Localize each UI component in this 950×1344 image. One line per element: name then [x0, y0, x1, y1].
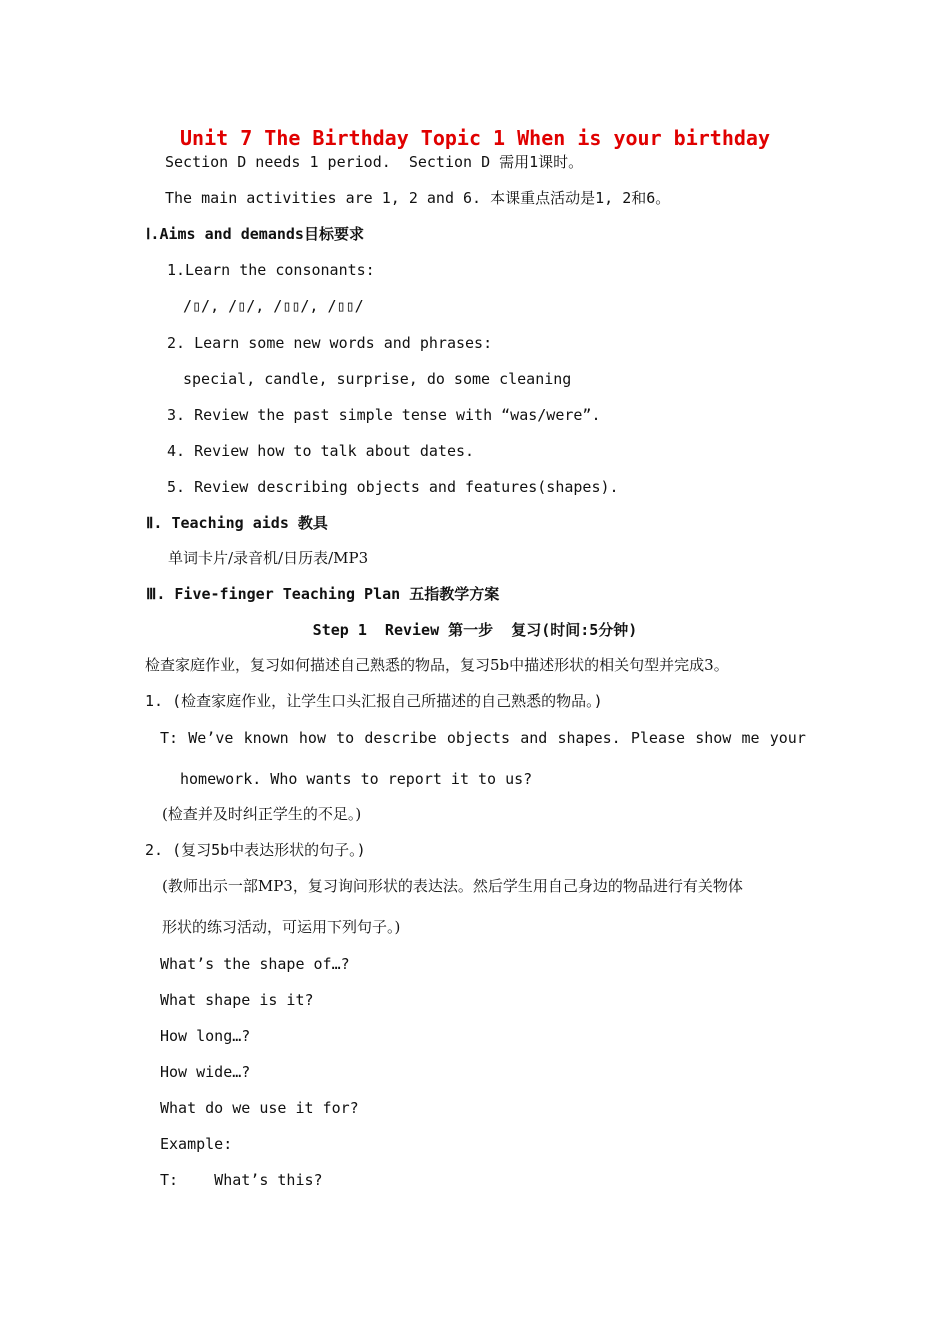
aims-item-1: 1.Learn the consonants:: [167, 261, 375, 279]
question-shape-of: What’s the shape of…?: [160, 955, 350, 973]
teacher-word: to: [336, 729, 355, 747]
aids-heading: Ⅱ. Teaching aids 教具: [146, 514, 328, 532]
intro-activities-line: The main activities are 1, 2 and 6. 本课重点活动是1, 2和6。: [165, 189, 671, 207]
review-point-2-note-line1: (教师出示一部MP3，复习询问形状的表达法。然后学生用自己身边的物品进行有关物体: [162, 877, 743, 895]
aims-item-2-words: special, candle, surprise, do some cleaning: [183, 370, 572, 388]
example-label: Example:: [160, 1135, 233, 1153]
review-point-1-note: (检查并及时纠正学生的不足。): [162, 805, 362, 823]
teacher-word: known: [243, 729, 289, 747]
aims-item-3: 3. Review the past simple tense with “was/were”.: [167, 406, 601, 424]
teacher-word: show: [695, 729, 732, 747]
teacher-word: how: [298, 729, 326, 747]
question-use-for: What do we use it for?: [160, 1099, 359, 1117]
teacher-word: objects: [446, 729, 511, 747]
intro-period-line: Section D needs 1 period. Section D 需用1课时。: [165, 153, 584, 171]
question-how-wide: How wide…?: [160, 1063, 251, 1081]
teacher-word: shapes.: [557, 729, 621, 747]
step1-description: 检查家庭作业，复习如何描述自己熟悉的物品，复习5b中描述形状的相关句型并完成3。: [145, 656, 729, 674]
step1-heading: Step 1 Review 第一步 复习(时间:5分钟): [312, 621, 638, 639]
review-point-2: 2. (复习5b中表达形状的句子。): [145, 841, 366, 859]
review-point-2-note-line2: 形状的练习活动，可运用下列句子。): [162, 918, 401, 936]
teacher-word: me: [741, 729, 760, 747]
teacher-word: T:: [160, 729, 179, 747]
teacher-word: describe: [364, 729, 437, 747]
aims-heading: Ⅰ.Aims and demands目标要求: [146, 225, 364, 243]
question-how-long: How long…?: [160, 1027, 251, 1045]
document-title: Unit 7 The Birthday Topic 1 When is your birthday: [179, 126, 770, 150]
aims-item-5: 5. Review describing objects and features(shapes).: [167, 478, 619, 496]
review-point-1: 1. (检查家庭作业，让学生口头汇报自己所描述的自己熟悉的物品。): [145, 692, 603, 710]
plan-heading: Ⅲ. Five-finger Teaching Plan 五指教学方案: [146, 585, 500, 603]
example-teacher-line: T: What’s this?: [160, 1171, 323, 1189]
aims-item-2: 2. Learn some new words and phrases:: [167, 334, 493, 352]
teacher-word: and: [520, 729, 548, 747]
aids-content: 单词卡片/录音机/日历表/MP3: [168, 549, 369, 567]
teacher-line-justified: [160, 728, 806, 748]
teacher-word: Please: [630, 729, 686, 747]
aims-item-1-consonants: /▯/, /▯/, /▯▯/, /▯▯/: [183, 297, 364, 315]
aims-item-4: 4. Review how to talk about dates.: [167, 442, 475, 460]
teacher-word: your: [769, 729, 806, 747]
question-what-shape: What shape is it?: [160, 991, 314, 1009]
teacher-line-continued: homework. Who wants to report it to us?: [180, 770, 533, 788]
teacher-word: We’ve: [188, 729, 234, 747]
